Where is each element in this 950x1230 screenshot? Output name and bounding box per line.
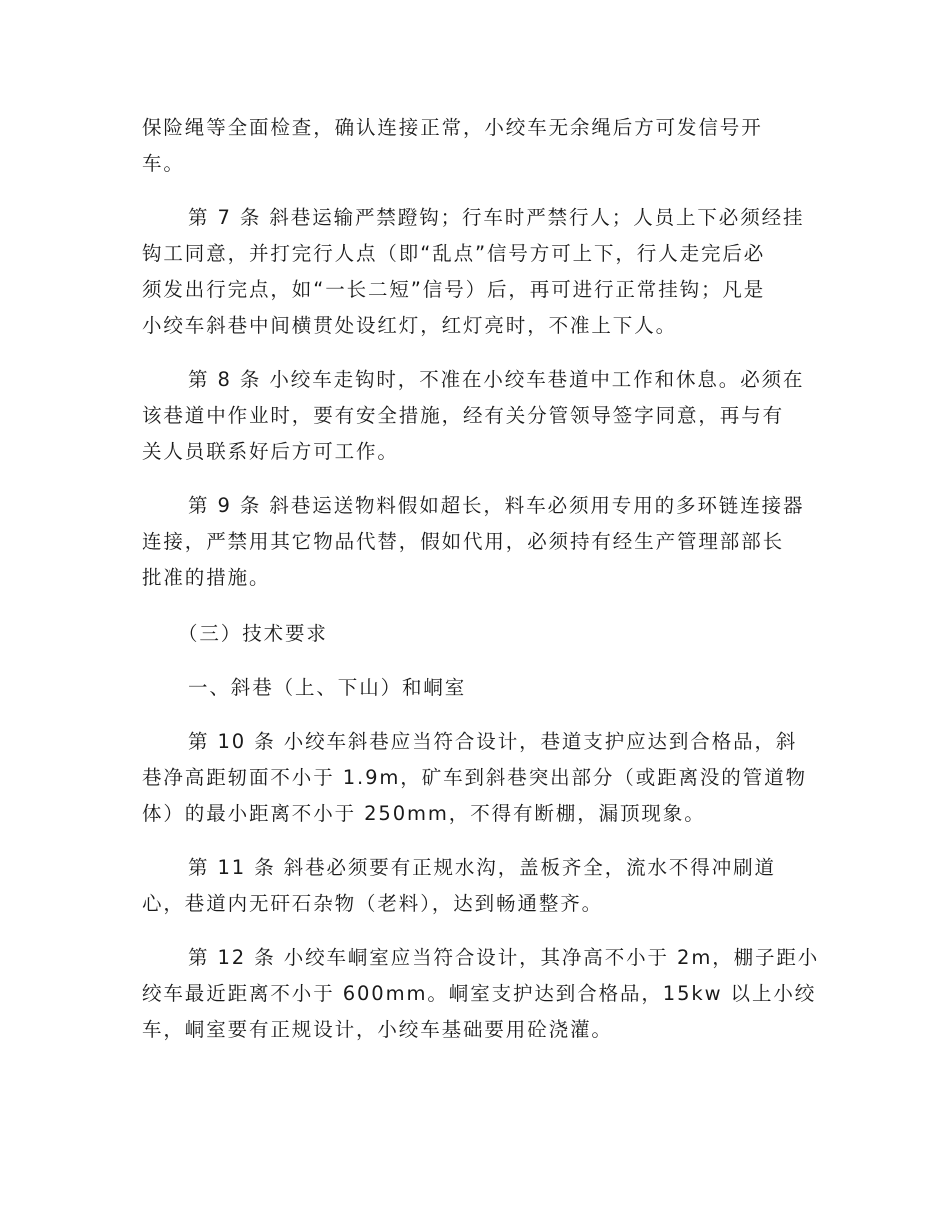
article-10-line-1: 第 10 条 小绞车斜巷应当符合设计，巷道支护应达到合格品，斜: [188, 730, 798, 753]
article-7-line-3: 须发出行完点，如“一长二短”信号）后，再可进行正常挂钩；凡是: [142, 278, 766, 301]
article-12-line-3: 车，峒室要有正规设计，小绞车基础要用砼浇灌。: [142, 1018, 613, 1041]
article-9-line-3: 批准的措施。: [142, 566, 271, 589]
article-9-line-2: 连接，严禁用其它物品代替，假如代用，必须持有经生产管理部部长: [142, 530, 785, 553]
continuation-line-1: 保险绳等全面检查，确认连接正常，小绞车无余绳后方可发信号开: [142, 116, 763, 139]
continuation-line-2: 车。: [142, 152, 185, 175]
article-8-line-2: 该巷道中作业时，要有安全措施，经有关分管领导签字同意，再与有: [142, 404, 785, 427]
article-12-line-1: 第 12 条 小绞车峒室应当符合设计，其净高不小于 2m，棚子距小: [188, 946, 820, 969]
article-7-line-4: 小绞车斜巷中间横贯处设红灯，红灯亮时，不准上下人。: [142, 314, 678, 337]
article-10-line-3: 体）的最小距离不小于 250mm，不得有断棚，漏顶现象。: [142, 802, 706, 825]
article-12-line-2: 绞车最近距离不小于 600mm。峒室支护达到合格品，15kw 以上小绞: [142, 982, 817, 1005]
article-8-line-3: 关人员联系好后方可工作。: [142, 440, 399, 463]
article-9-line-1: 第 9 条 斜巷运送物料假如超长，料车必须用专用的多环链连接器: [188, 494, 805, 517]
article-11-line-2: 心，巷道内无矸石杂物（老料），达到畅通整齐。: [142, 892, 604, 915]
article-11-line-1: 第 11 条 斜巷必须要有正规水沟，盖板齐全，流水不得冲刷道: [188, 856, 776, 879]
article-7-line-1: 第 7 条 斜巷运输严禁蹬钩；行车时严禁行人；人员上下必须经挂: [188, 206, 805, 229]
article-8-line-1: 第 8 条 小绞车走钩时，不准在小绞车巷道中工作和休息。必须在: [188, 368, 805, 391]
article-7-line-2: 钩工同意，并打完行人点（即“乱点”信号方可上下，行人走完后必: [142, 242, 766, 265]
subsection-heading: 一、斜巷（上、下山）和峒室: [188, 676, 467, 699]
article-10-line-2: 巷净高距轫面不小于 1.9m，矿车到斜巷突出部分（或距离没的管道物: [142, 766, 807, 789]
section-heading: （三）技术要求: [178, 622, 328, 645]
